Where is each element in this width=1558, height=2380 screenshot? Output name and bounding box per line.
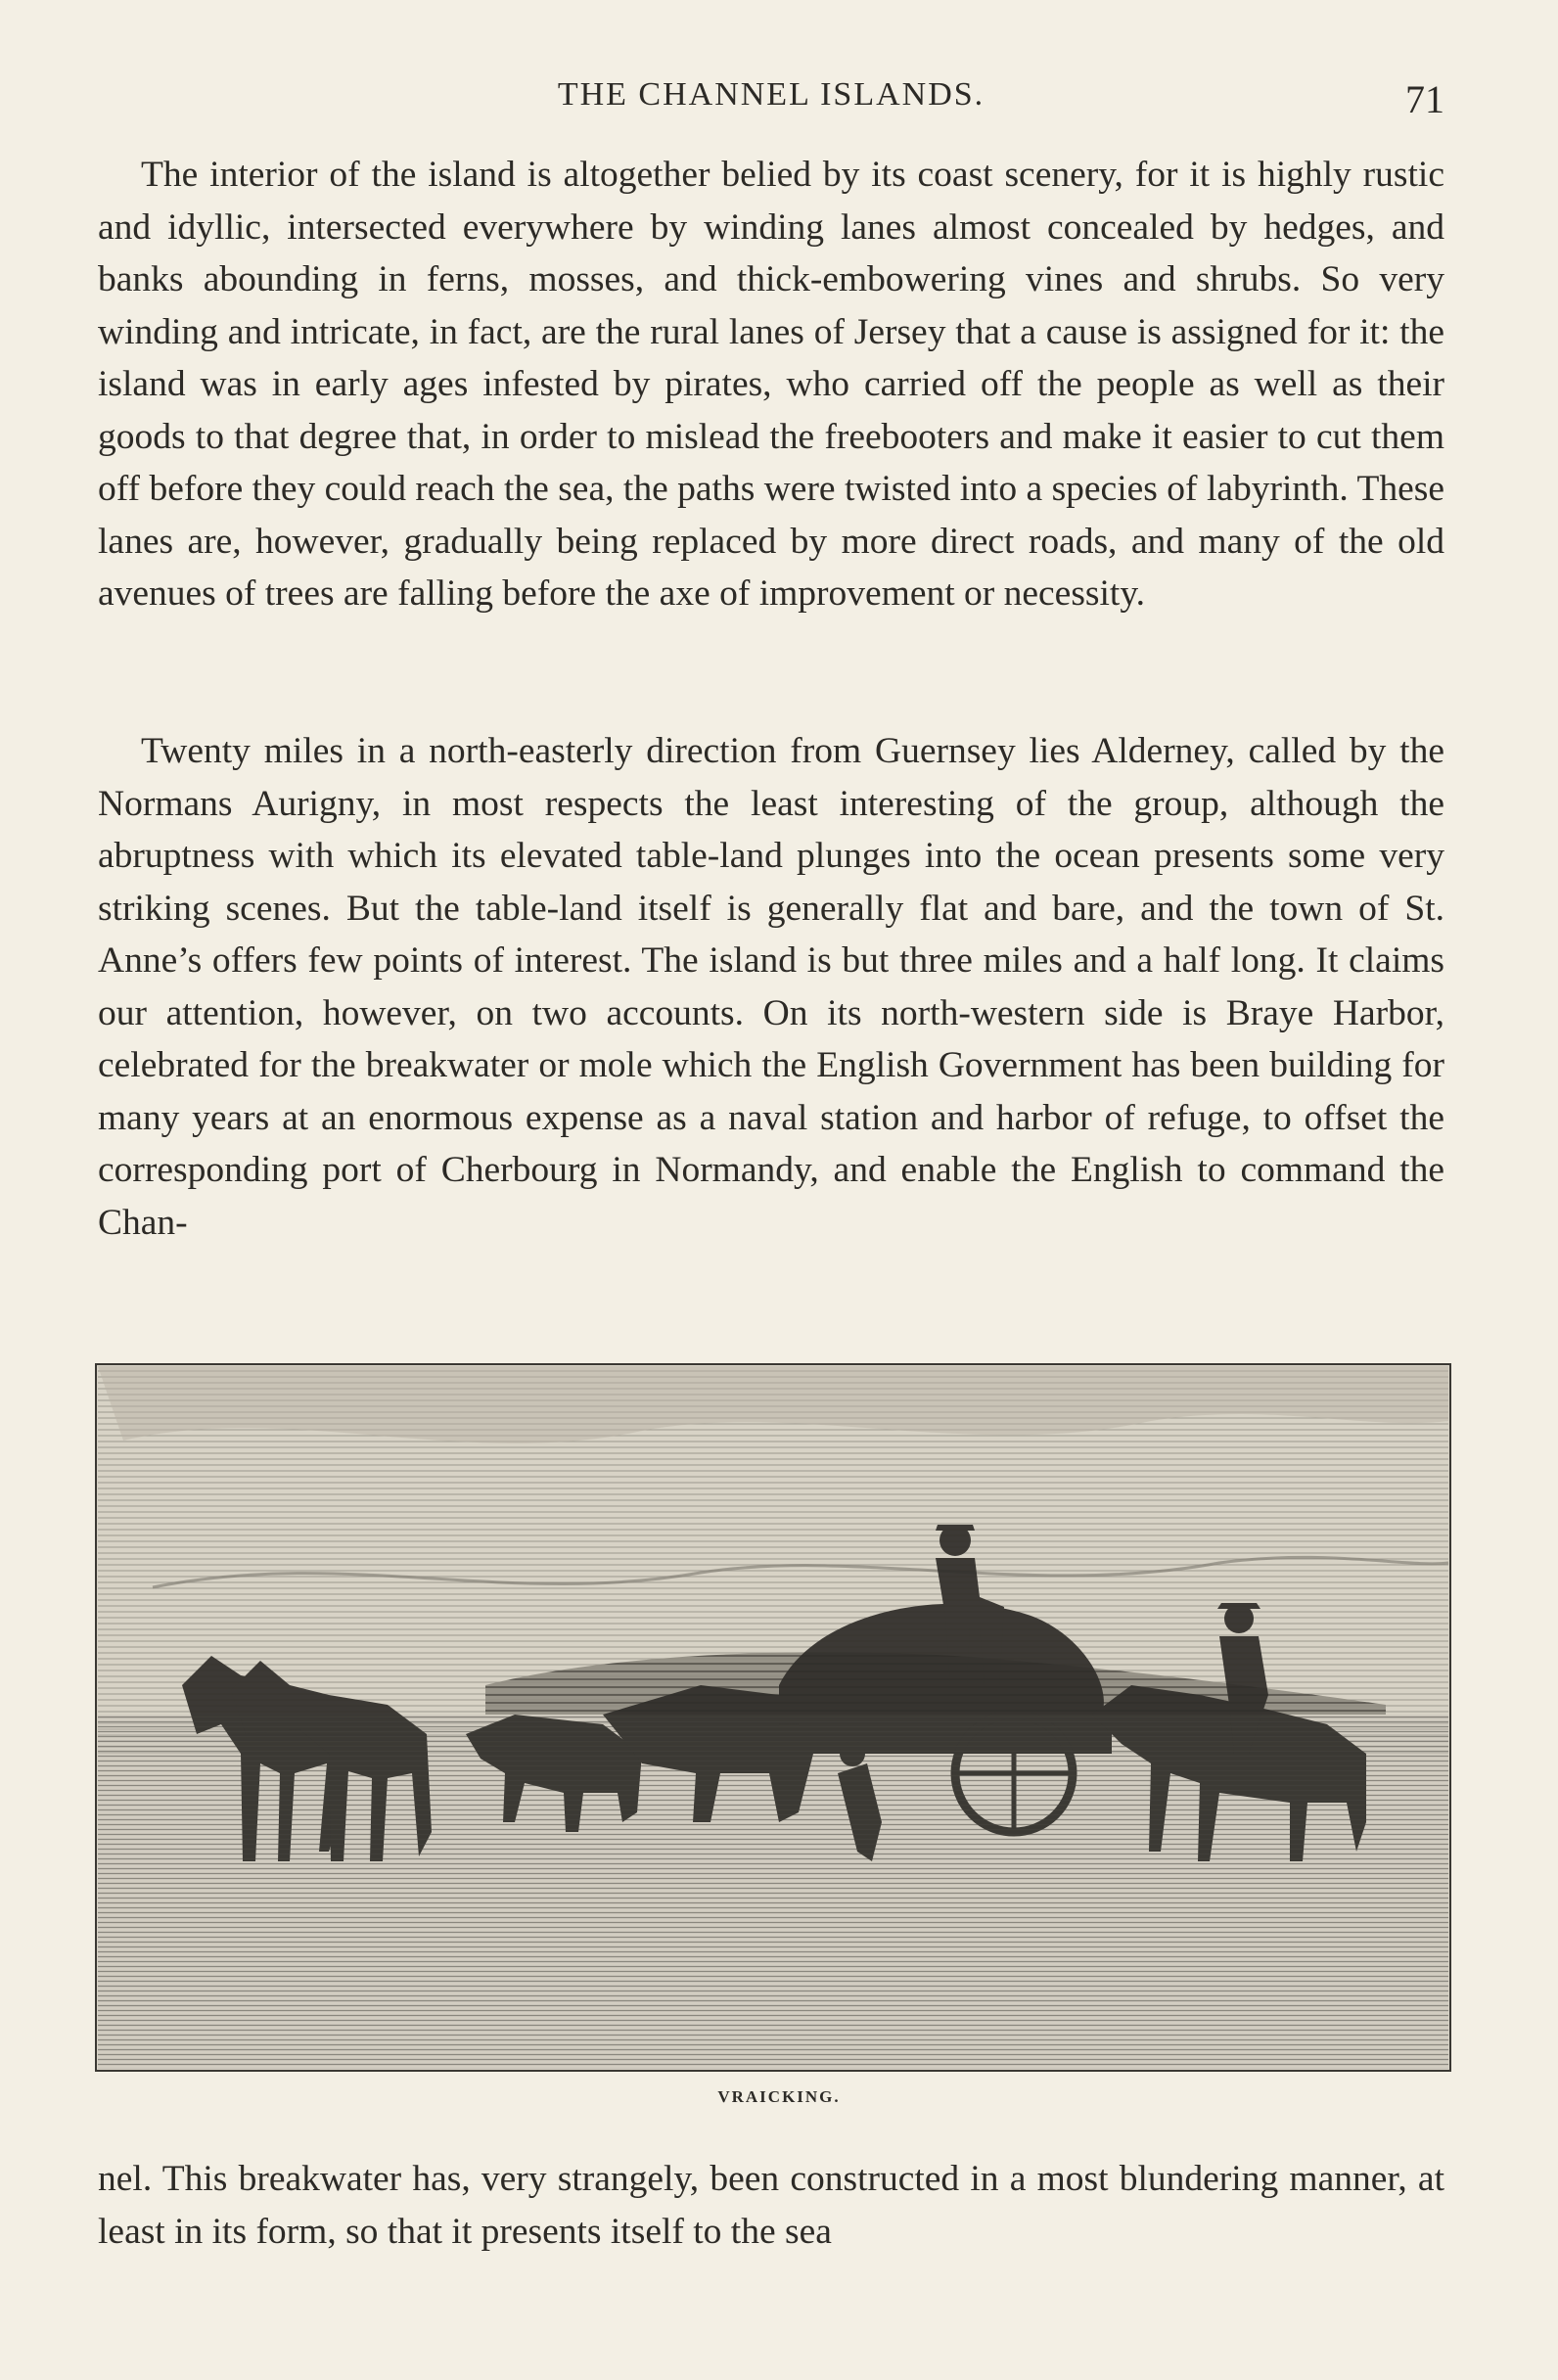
figure-caption: VRAICKING. [717, 2087, 841, 2106]
engraving-illustration [94, 1362, 1452, 2073]
paragraph-text: The interior of the island is altogether belied by its coast scenery, for it is highly rustic and idyllic, intersected everywhere by winding lanes almost concealed by hedges, and banks abounding in ferns, mosses, and thick-embowering vines and shrubs. So very winding and intricate, in fact, are the rural lanes of Jersey that a cause is assigned for it: the island was in early ages infested by pirates, who carried off the people as well as their goods to that degree that, in order to mislead the freebooters and make it easier to cut them off before they could reach the sea, the paths were twisted into a species of labyrinth. These lanes are, however, gradually being replaced by more direct roads, and many of the old avenues of trees are falling before the axe of improvement or necessity. [98, 155, 1444, 614]
running-head [98, 76, 1444, 125]
paragraph-jersey-interior [98, 149, 1444, 620]
paragraph-alderney [98, 725, 1444, 1249]
paragraph-text: nel. This breakwater has, very strangely, been constructed in a most blundering manner, at least in its form, so that it presents itself to the sea [98, 2159, 1444, 2252]
paragraph-breakwater [98, 2153, 1444, 2258]
page-number: 71 [1405, 77, 1444, 121]
paragraph-text: Twenty miles in a north-easterly direction from Guernsey lies Alderney, called by the Normans Aurigny, in most respects the least interesting of the group, although the abruptness with which its elevated table-land plunges into the ocean presents some very striking scenes. But the table-land itself is generally flat and bare, and the town of St. Anne’s offers few points of interest. The island is but three miles and a half long. It claims our attention, however, on two accounts. On its north-western side is Braye Harbor, celebrated for the breakwater or mole which the English Government has been building for many years at an enormous expense as a naval station and harbor of refuge, to offset the corresponding port of Cherbourg in Normandy, and enable the English to command the Chan- [98, 731, 1444, 1243]
engraving-vraicking [94, 1362, 1452, 2073]
running-title: THE CHANNEL ISLANDS. [557, 76, 985, 113]
